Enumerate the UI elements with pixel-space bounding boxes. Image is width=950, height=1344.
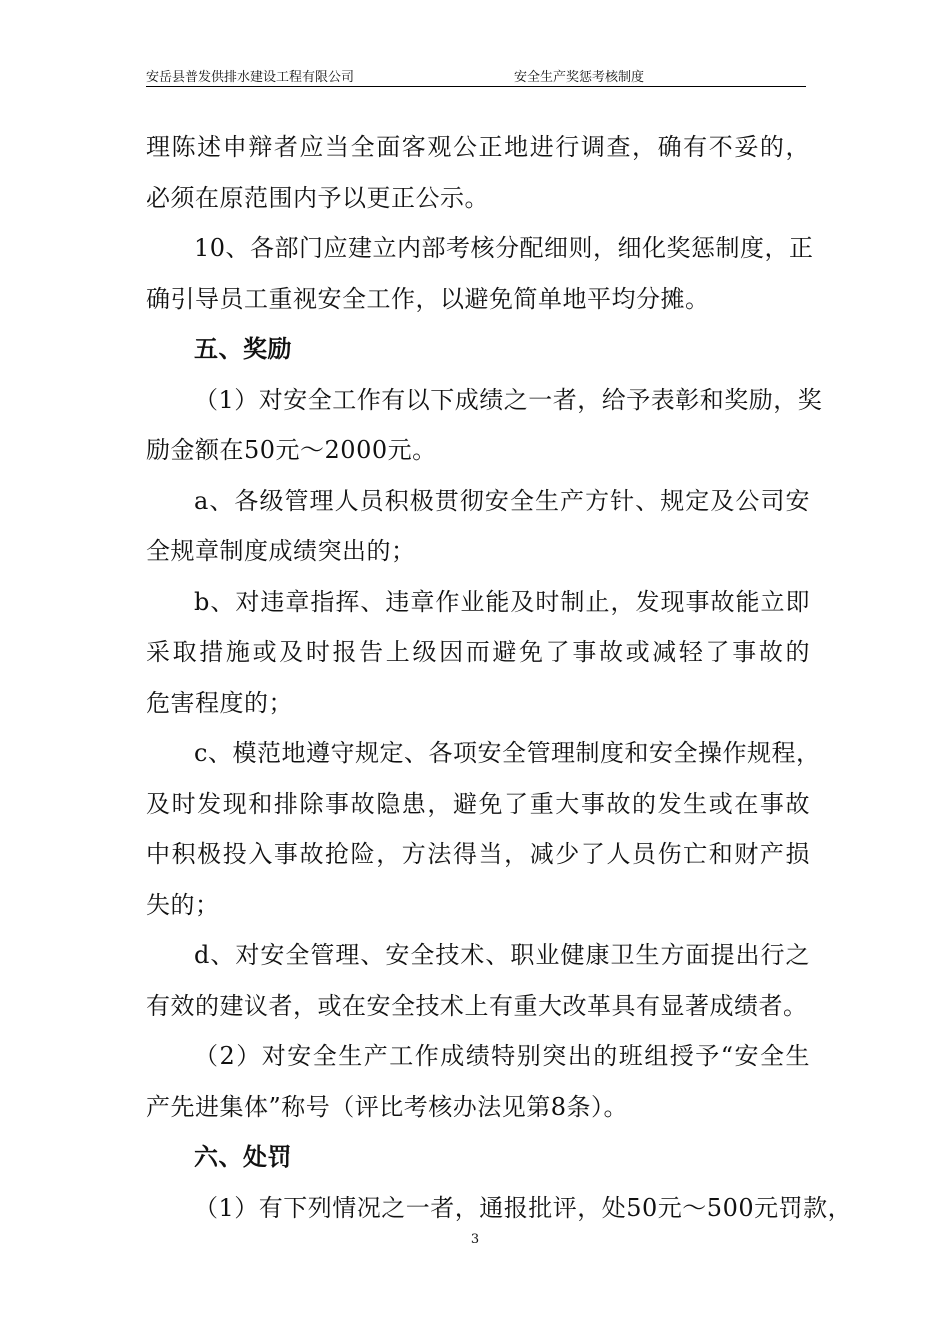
paragraph-line: 全规章制度成绩突出的；: [146, 537, 416, 565]
paragraph-line: 有效的建议者，或在安全技术上有重大改革具有显著成绩者。: [146, 991, 808, 1020]
paragraph-line: 采取措施或及时报告上级因而避免了事故或减轻了事故的: [146, 638, 810, 666]
paragraph-line: 中积极投入事故抢险，方法得当，减少了人员伤亡和财产损: [146, 840, 810, 868]
section-heading: 五、奖励: [194, 334, 292, 363]
paragraph-line: b、对违章指挥、违章作业能及时制止，发现事故能立即: [194, 587, 810, 616]
header-doc-title: 安全生产奖惩考核制度: [514, 70, 645, 85]
paragraph-line: 必须在原范围内予以更正公示。: [146, 183, 489, 212]
page-header: [146, 64, 806, 87]
paragraph-line: a、各级管理人员积极贯彻安全生产方针、规定及公司安: [194, 486, 810, 515]
paragraph-line: 及时发现和排除事故隐患，避免了重大事故的发生或在事故: [146, 789, 810, 818]
section-heading: 六、处罚: [194, 1142, 292, 1171]
header-company: 安岳县普发供排水建设工程有限公司: [146, 70, 355, 85]
paragraph-line: d、对安全管理、安全技术、职业健康卫生方面提出行之: [194, 941, 810, 969]
document-body: [146, 122, 853, 1233]
paragraph-line: 失的；: [146, 890, 220, 919]
page-number: 3: [470, 1232, 480, 1247]
paragraph-line: 产先进集体”称号（评比考核办法见第8条）。: [146, 1092, 629, 1121]
paragraph-line: （1）有下列情况之一者，通报批评，处50元～500元罚款，: [194, 1193, 853, 1222]
paragraph-line: 危害程度的；: [146, 688, 293, 717]
paragraph-line: （1）对安全工作有以下成绩之一者，给予表彰和奖励，奖: [194, 385, 823, 414]
paragraph-line: 理陈述申辩者应当全面客观公正地进行调查，确有不妥的，: [146, 133, 810, 161]
paragraph-line: （2）对安全生产工作成绩特别突出的班组授予“安全生: [194, 1042, 810, 1070]
paragraph-line: 励金额在50元～2000元。: [146, 436, 437, 464]
paragraph-line: 10、各部门应建立内部考核分配细则，细化奖惩制度，正: [194, 234, 814, 262]
paragraph-line: c、模范地遵守规定、各项安全管理制度和安全操作规程，: [194, 739, 821, 767]
paragraph-line: 确引导员工重视安全工作，以避免简单地平均分摊。: [146, 284, 710, 313]
